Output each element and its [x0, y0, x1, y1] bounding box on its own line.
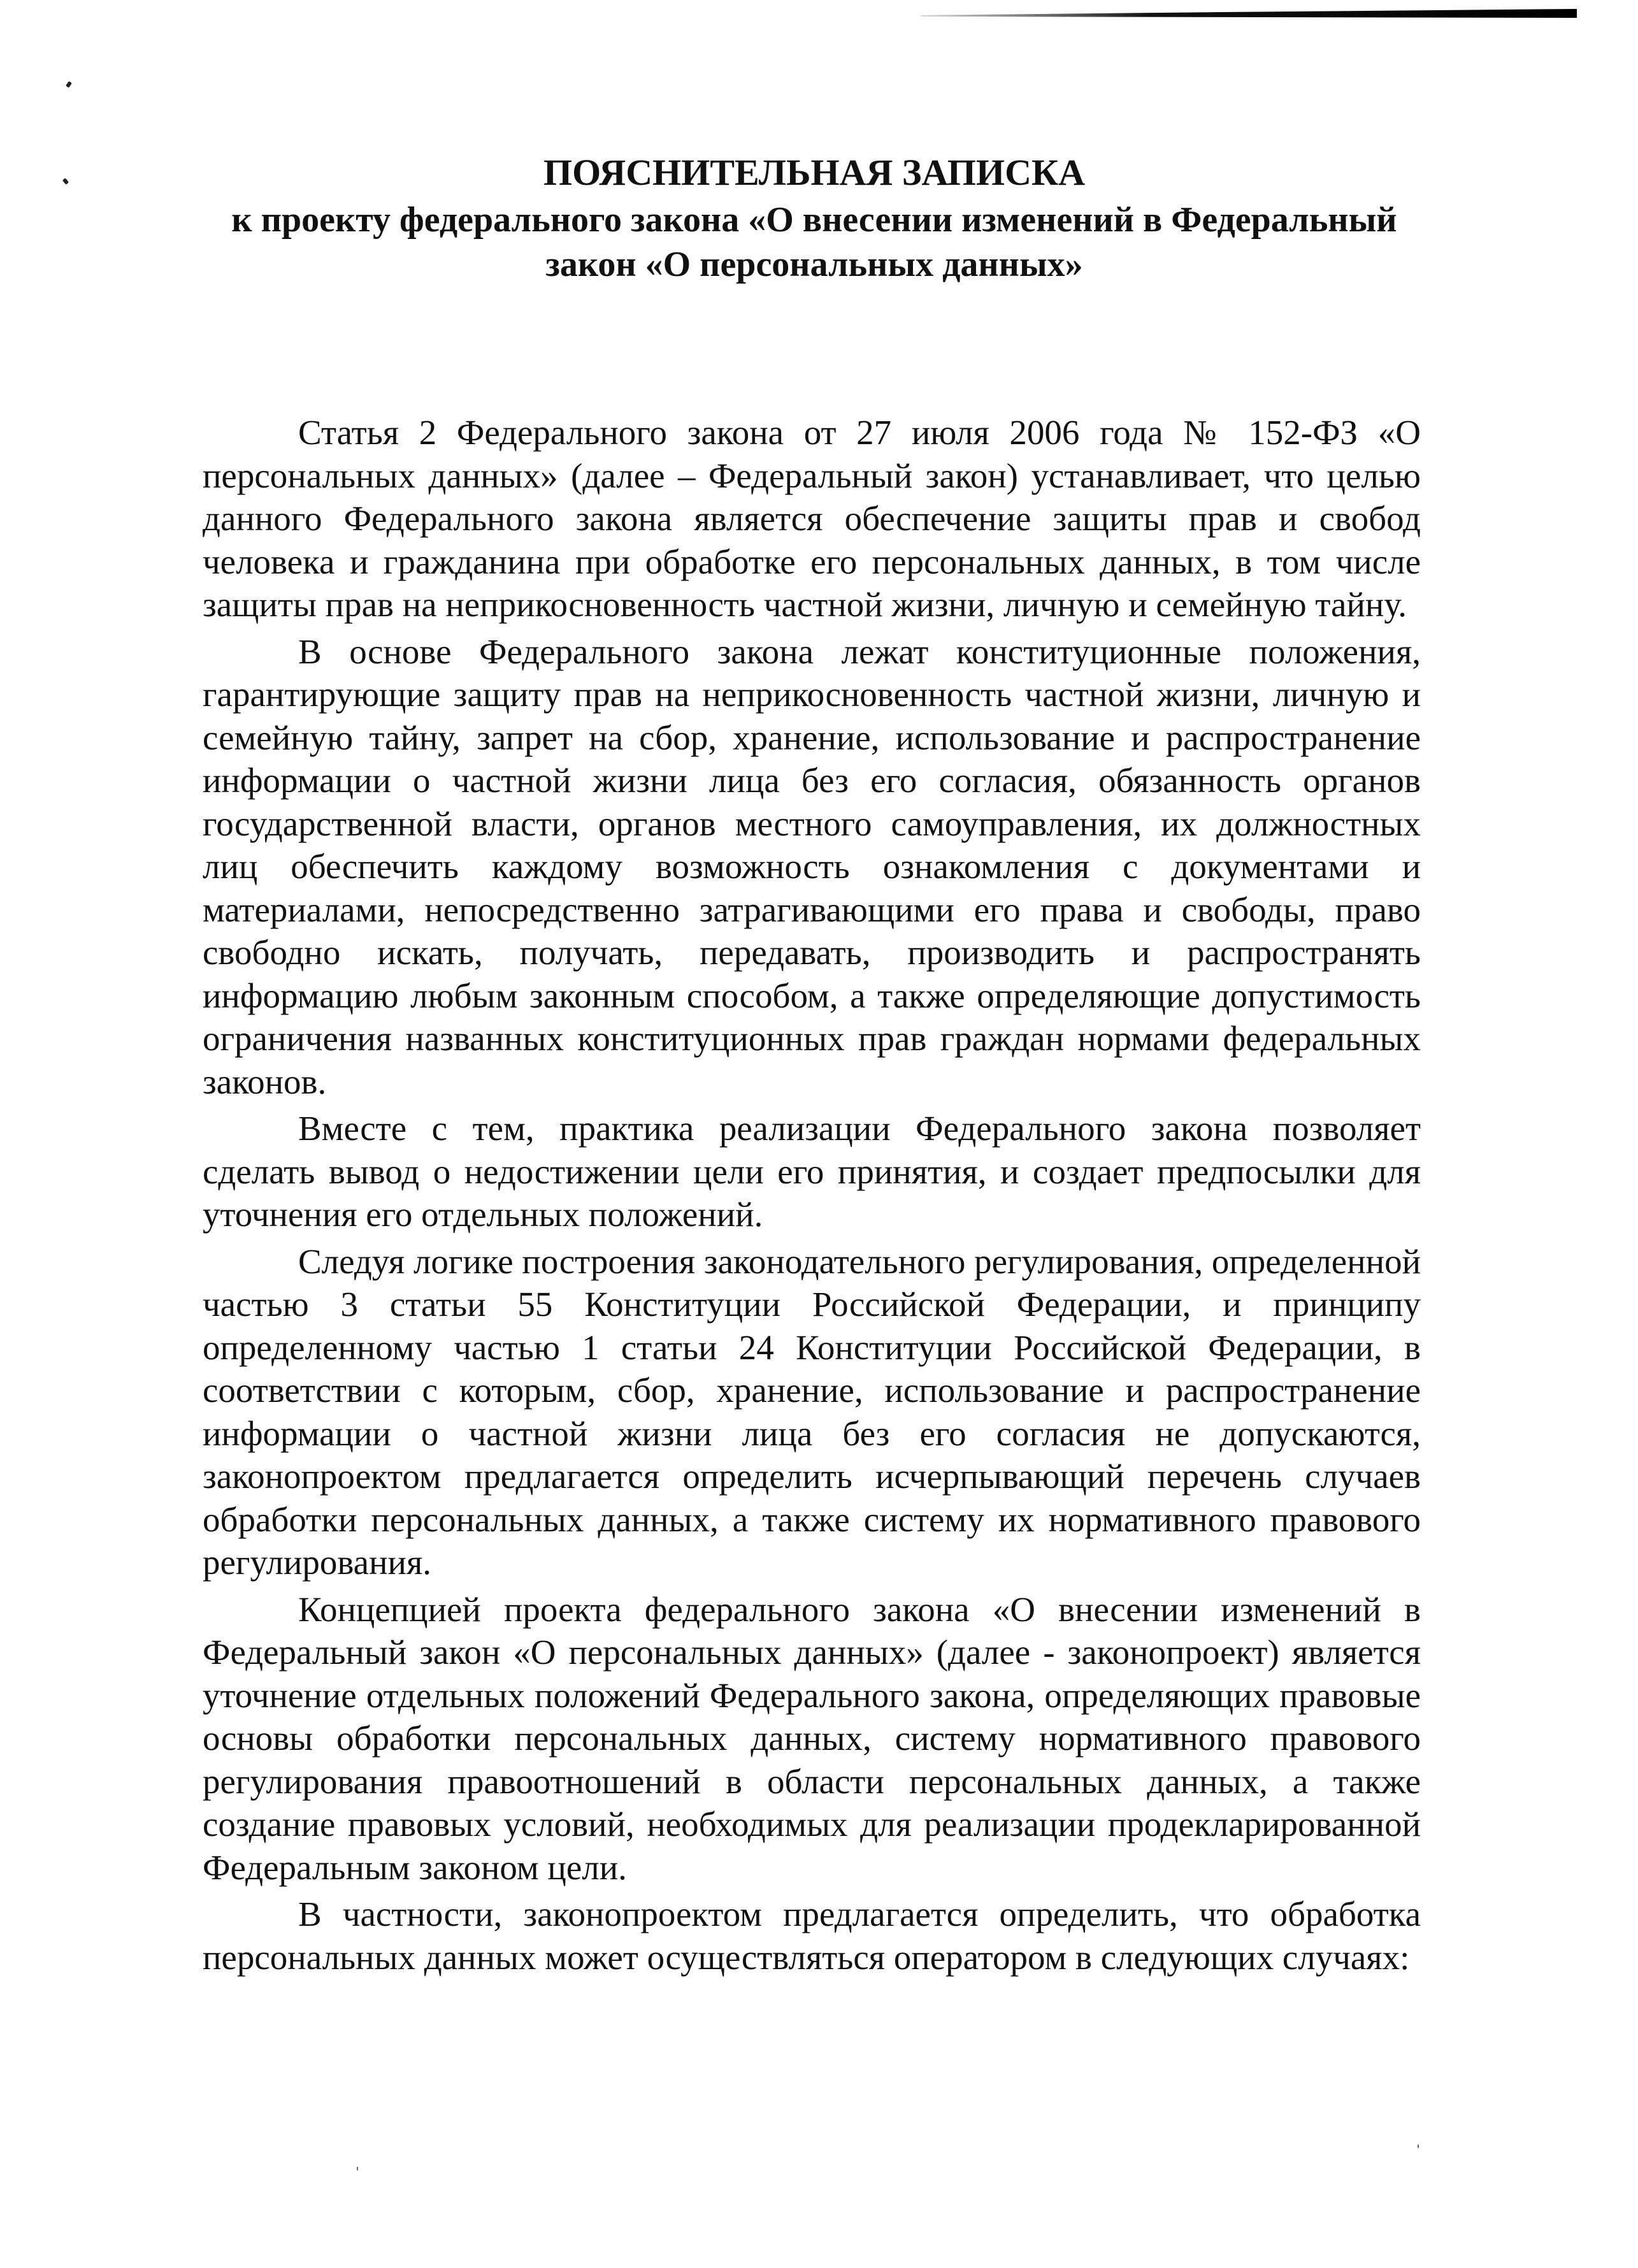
- document-subtitle-line-2: закон «О персональных данных»: [545, 245, 1083, 284]
- scan-speck: [1418, 2144, 1419, 2148]
- scan-artifact-bar: [921, 9, 1577, 18]
- paragraph: Концепцией проекта федерального закона «О внесении изменений в Федеральный закон «О персональных данных» (далее - законопроект) является уточнение отдельных положений Федерального закона, определяющих правовые основы обработки персональных данных, систему нормативного правового регулирования правоотношений в области персональных данных, а также создание правовых условий, необходимых для реализации продекларированной Федеральным законом цели.: [203, 1589, 1421, 1887]
- paragraph: Статья 2 Федерального закона от 27 июля 2006 года № 152-ФЗ «О персональных данных» (далее – Федеральный закон) устанавливает, что целью данного Федерального закона является обеспечение защиты прав и свобод человека и гражданина при обработке его персональных данных, в том числе защиты прав на неприкосновенность частной жизни, личную и семейную тайну.: [203, 413, 1421, 624]
- document-title: ПОЯСНИТЕЛЬНАЯ ЗАПИСКА: [543, 152, 1085, 193]
- scan-speck: [62, 178, 69, 185]
- paragraph: В основе Федерального закона лежат конституционные положения, гарантирующие защиту прав на неприкосновенность частной жизни, личную и семейную тайну, запрет на сбор, хранение, использование и распространение информации о частной жизни лица без его согласия, обязанность органов государственной власти, органов местного самоуправления, их должностных лиц обеспечить каждому возможность ознакомления с документами и материалами, непосредственно затрагивающими его права и свободы, право свободно искать, получать, передавать, производить и распространять информацию любым законным способом, а также определяющие допустимость ограничения названных конституционных прав граждан нормами федеральных законов.: [203, 632, 1421, 1101]
- document-body: [203, 411, 1421, 1983]
- scan-speck: [66, 81, 72, 88]
- document-header: [203, 148, 1426, 287]
- paragraph: Вместе с тем, практика реализации Федерального закона позволяет сделать вывод о недостижении цели его принятия, и создает предпосылки для уточнения его отдельных положений.: [203, 1109, 1421, 1234]
- paragraph: Следуя логике построения законодательного регулирования, определенной частью 3 статьи 55 Конституции Российской Федерации, и принципу определенному частью 1 статьи 24 Конституции Российской Федерации, в соответствии с которым, сбор, хранение, использование и распространение информации о частной жизни лица без его согласия не допускаются, законопроектом предлагается определить исчерпывающий перечень случаев обработки персональных данных, а также систему их нормативного правового регулирования.: [203, 1241, 1421, 1582]
- scan-speck: [357, 2167, 358, 2170]
- document-subtitle-line-1: к проекту федерального закона «О внесении изменений в Федеральный: [231, 200, 1397, 240]
- paragraph: В частности, законопроектом предлагается определить, что обработка персональных данных может осуществляться оператором в следующих случаях:: [203, 1895, 1421, 1977]
